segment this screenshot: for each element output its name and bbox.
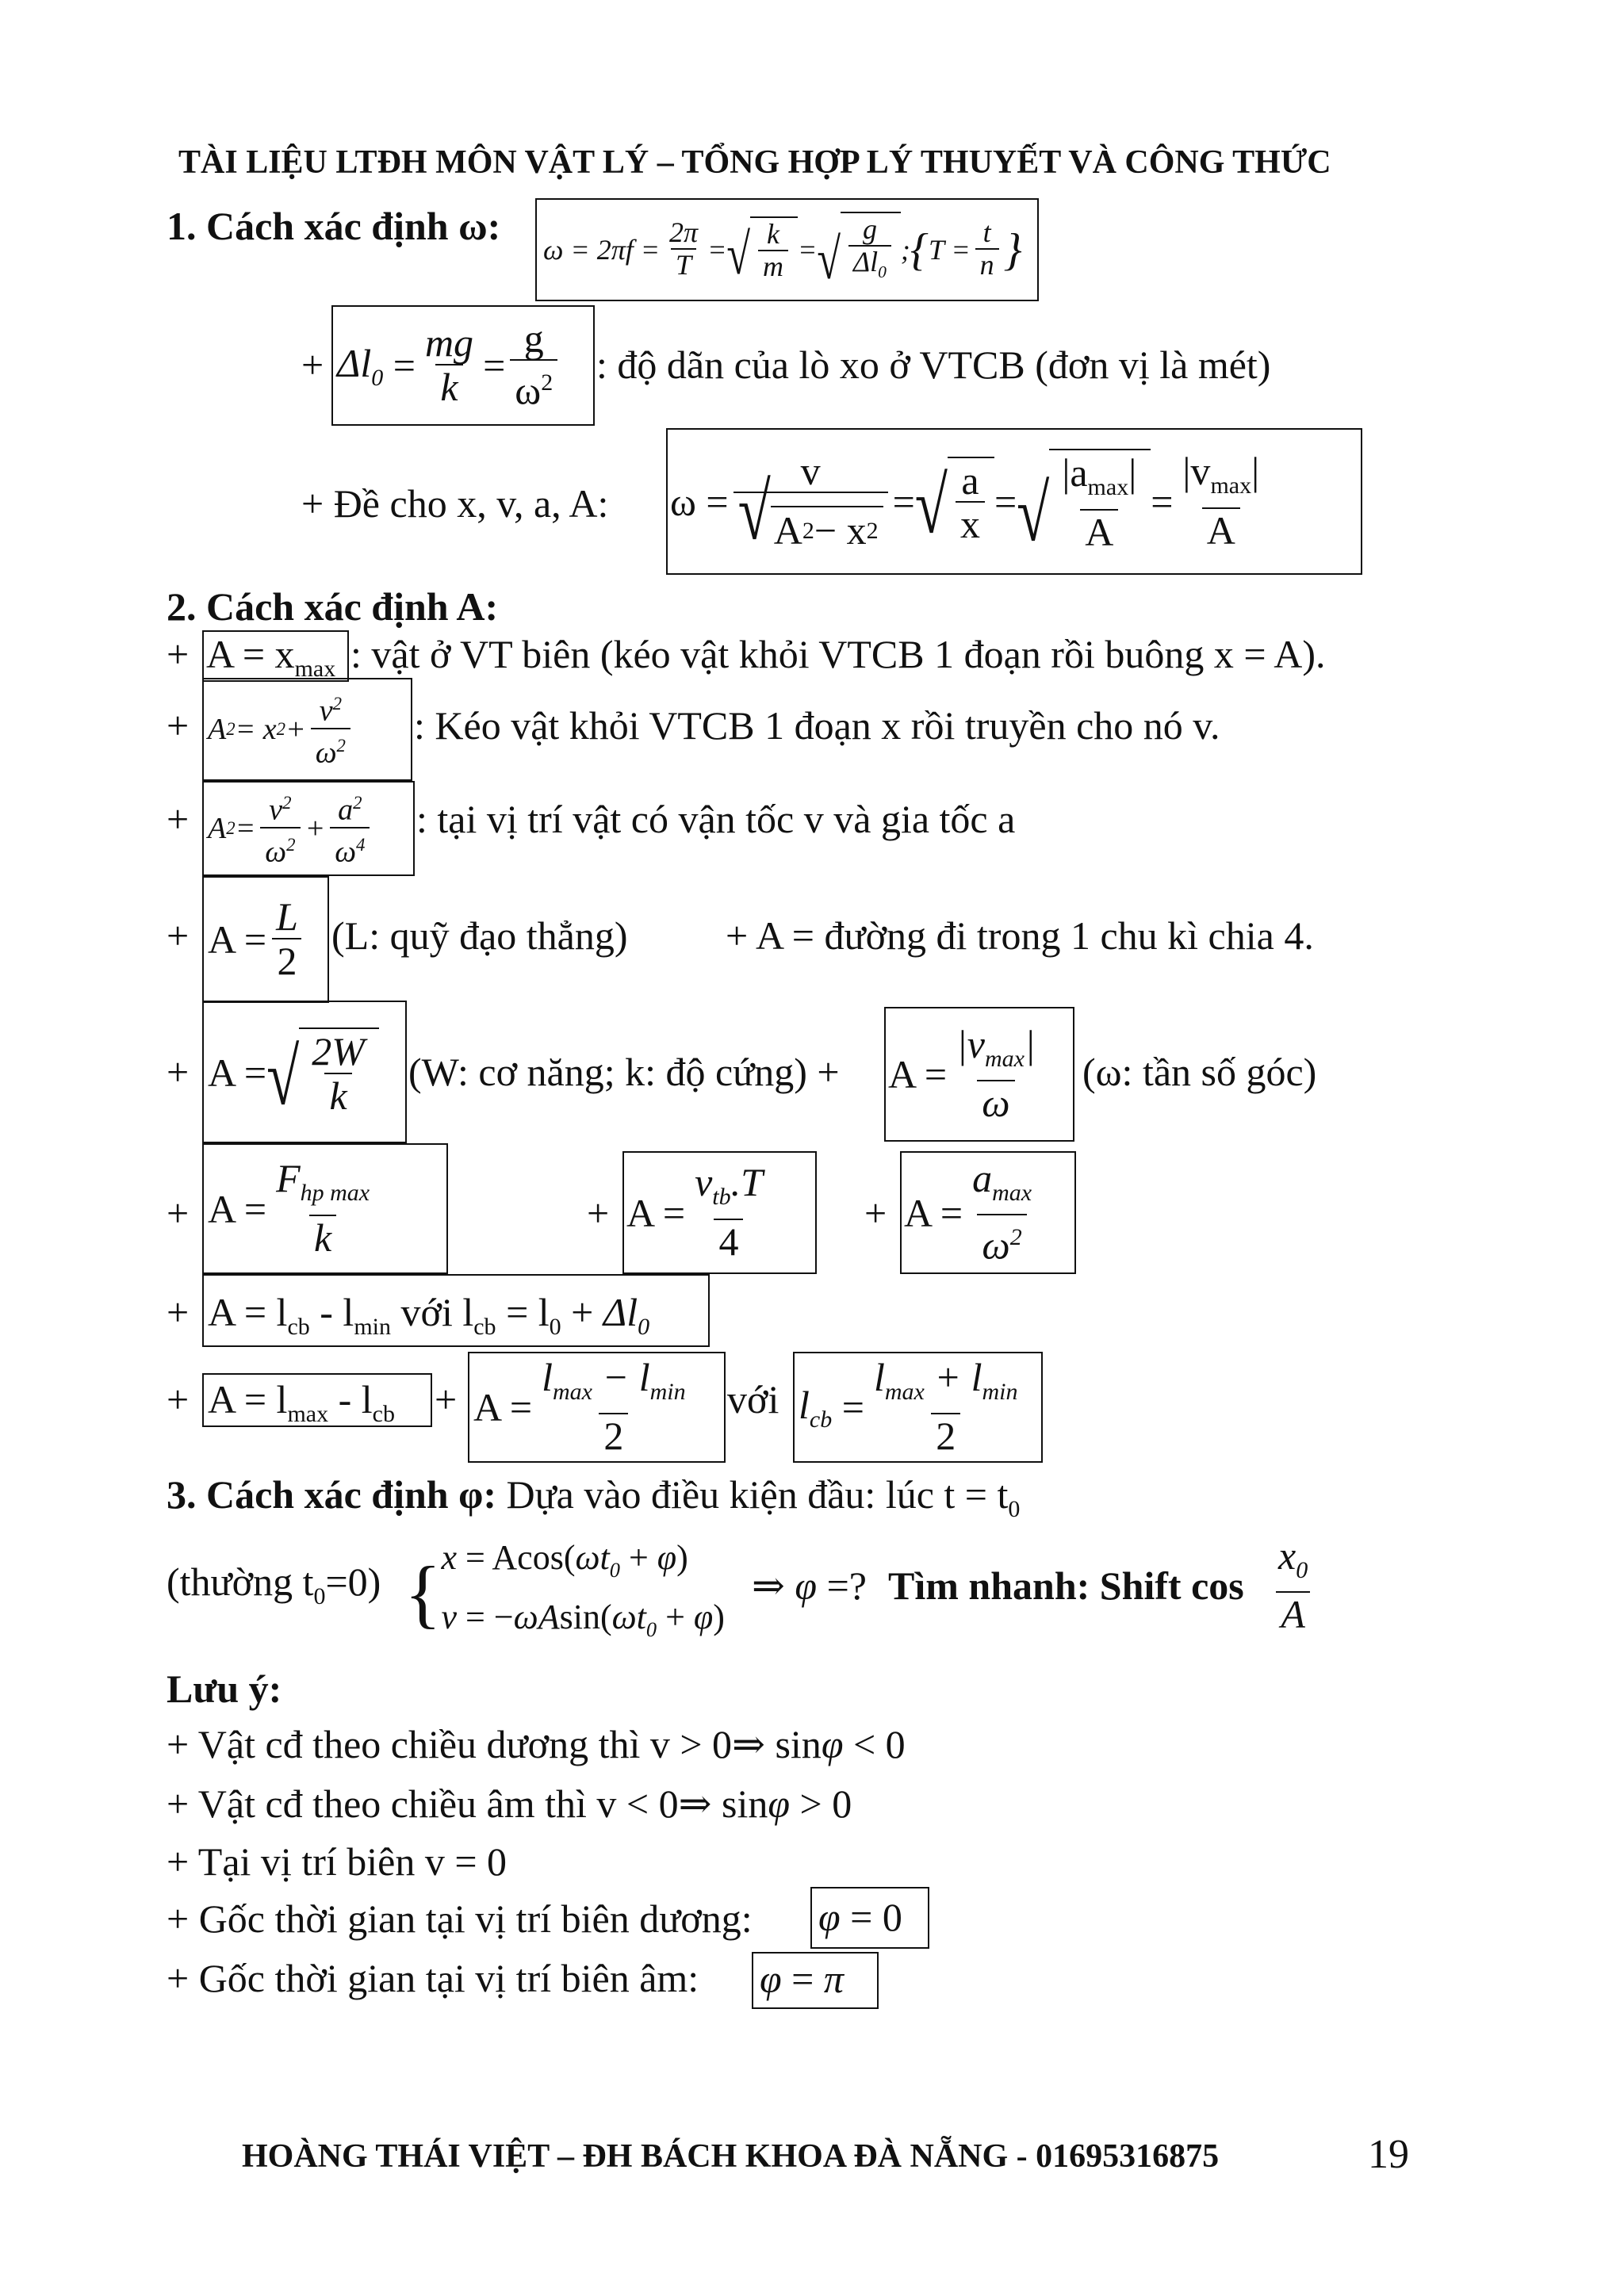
plus-sign: + bbox=[167, 797, 190, 841]
plus-sign: + bbox=[167, 703, 190, 748]
omega-desc: (ω: tần số góc) bbox=[1082, 1050, 1317, 1094]
notes-heading: Lưu ý: bbox=[167, 1667, 282, 1711]
section2-heading: 2. Cách xác định A: bbox=[167, 584, 499, 629]
note-item: + Vật cđ theo chiều dương thì v > 0⇒ sinφ < 0 bbox=[167, 1722, 906, 1766]
usual-text: (thường $t_0=0$) bbox=[167, 1559, 381, 1609]
phase-system: { $x = Acos(\omega t_0 + \varphi)$ $v = -\omega Asin(\omega t_0 + \varphi)$ bbox=[404, 1538, 725, 1641]
vmax-formula: A = $\frac{|v_{max}|}{\omega}$ bbox=[888, 1021, 1036, 1126]
plus-sign: + bbox=[167, 1377, 190, 1422]
energy-formula: A = √ $\frac{2W}{k}$ bbox=[208, 1005, 379, 1140]
note-item: + Gốc thời gian tại vị trí biên dương: bbox=[167, 1896, 753, 1941]
with-word: với bbox=[727, 1377, 779, 1422]
fhp-formula: A = $\frac{F_{hp max}}{k}$ bbox=[208, 1156, 370, 1260]
w-desc: (W: cơ năng; k: độ cứng) + bbox=[408, 1050, 840, 1094]
plus-sign: + bbox=[301, 342, 324, 387]
lcb-formula: $A = l_{cb} - l_{min}$ với $l_{cb} = l_0 + \Delta l_0$ bbox=[208, 1290, 650, 1340]
xmax-desc: : vật ở VT biên (kéo vật khỏi VTCB 1 đoạn rồi buông x = A). bbox=[350, 632, 1326, 676]
plus-sign: + bbox=[167, 913, 190, 958]
plus-sign: + bbox=[167, 632, 190, 676]
quick-tip: Tìm nhanh: Shift cos bbox=[888, 1563, 1244, 1608]
usual-label: (thường t bbox=[167, 1559, 314, 1604]
l-formula: A = $\frac{L}{2}$ bbox=[208, 880, 308, 999]
plus-sign: + bbox=[167, 1290, 190, 1334]
section3-heading: 3. Cách xác định φ: bbox=[167, 1472, 496, 1517]
plus-sign: + bbox=[435, 1377, 458, 1422]
xv-formula: A 2 = x 2 + $\frac{v^2}{\omega^2}$ bbox=[208, 680, 355, 779]
section3-intro: Dựa vào điều kiện đầu: lúc t = t bbox=[496, 1472, 1009, 1517]
omega-formula: ω = 2πf = $\frac{2\pi}{T}$ = √ $\frac{k}{m}$ = √ $\frac{g}{\Delta l_0}$ ; { T = $\frac{t}{n}$ } bbox=[543, 212, 1022, 292]
footer-author: HOÀNG THÁI VIỆT – ĐH BÁCH KHOA ĐÀ NẴNG - 01695316875 bbox=[242, 2138, 1220, 2175]
phase-result-text: =? bbox=[826, 1563, 867, 1608]
delta-l-formula: $\Delta l_0$ = $\frac{mg}{k}$ = $\frac{g}{\omega^2}$ bbox=[337, 309, 562, 422]
amax-formula: A = $\frac{a_{max}}{\omega^2}$ bbox=[904, 1155, 1032, 1269]
plus-sign: + bbox=[167, 1191, 190, 1235]
vtb-formula: A = $\frac{v_{tb}.T}{4}$ bbox=[626, 1160, 763, 1264]
plus-sign: + bbox=[864, 1191, 887, 1235]
usual-end: =0) bbox=[325, 1559, 381, 1604]
phi-zero-formula: φ = 0 bbox=[818, 1895, 902, 1939]
omega-given-formula: ω = v √ A 2 − x 2 = √ $\frac{a}{x}$ = √ $\frac{|a_{max}|}{A}$ = $\frac{|v_{max}|}{A}$ bbox=[670, 448, 1260, 559]
section1-heading: 1. Cách xác định ω: bbox=[167, 204, 501, 248]
plus-sign: + bbox=[167, 1050, 190, 1094]
l-desc: (L: quỹ đạo thẳng) bbox=[331, 913, 628, 958]
xv-desc: : Kéo vật khỏi VTCB 1 đoạn x rồi truyền cho nó v. bbox=[414, 703, 1220, 748]
page-header: TÀI LIỆU LTĐH MÔN VẬT LÝ – TỔNG HỢP LÝ THUYẾT VÀ CÔNG THỨC bbox=[178, 144, 1331, 181]
xmax-formula: $A = x_{max}$ bbox=[206, 632, 336, 682]
lmax-lmin-formula: A = $\frac{l_{max} - l_{min}}{2}$ bbox=[473, 1354, 686, 1459]
path-desc: + A = đường đi trong 1 chu kì chia 4. bbox=[726, 913, 1314, 958]
lmax-lcb-formula: $A = l_{max} - l_{cb}$ bbox=[208, 1377, 395, 1427]
note-item: + Gốc thời gian tại vị trí biên âm: bbox=[167, 1956, 699, 2000]
delta-l-desc: : độ dãn của lò xo ở VTCB (đơn vị là mét) bbox=[596, 342, 1271, 387]
va-formula: A 2 = $\frac{v^2}{\omega^2}$ + $\frac{a^2}{\omega^4}$ bbox=[208, 783, 374, 874]
note-item: + Vật cđ theo chiều âm thì v < 0⇒ sinφ > 0 bbox=[167, 1781, 852, 1826]
va-desc: : tại vị trí vật có vận tốc v và gia tốc a bbox=[416, 797, 1016, 841]
phi-pi-formula: φ = π bbox=[760, 1957, 844, 2001]
section3-line: 3. Cách xác định φ: Dựa vào điều kiện đầu: lúc $t = t_0$ bbox=[167, 1472, 1021, 1522]
note-item: + Tại vị trí biên v = 0 bbox=[167, 1839, 508, 1884]
quick-tip-fraction: $\frac{x_0}{A}$ bbox=[1269, 1534, 1317, 1637]
given-text: + Đề cho x, v, a, A: bbox=[301, 481, 609, 526]
plus-sign: + bbox=[587, 1191, 610, 1235]
lcb-def-formula: $l_{cb}$ = $\frac{l_{max} + l_{min}}{2}$ bbox=[799, 1354, 1018, 1459]
page-number: 19 bbox=[1368, 2132, 1409, 2177]
phase-result: ⇒ φ =? bbox=[752, 1563, 867, 1608]
